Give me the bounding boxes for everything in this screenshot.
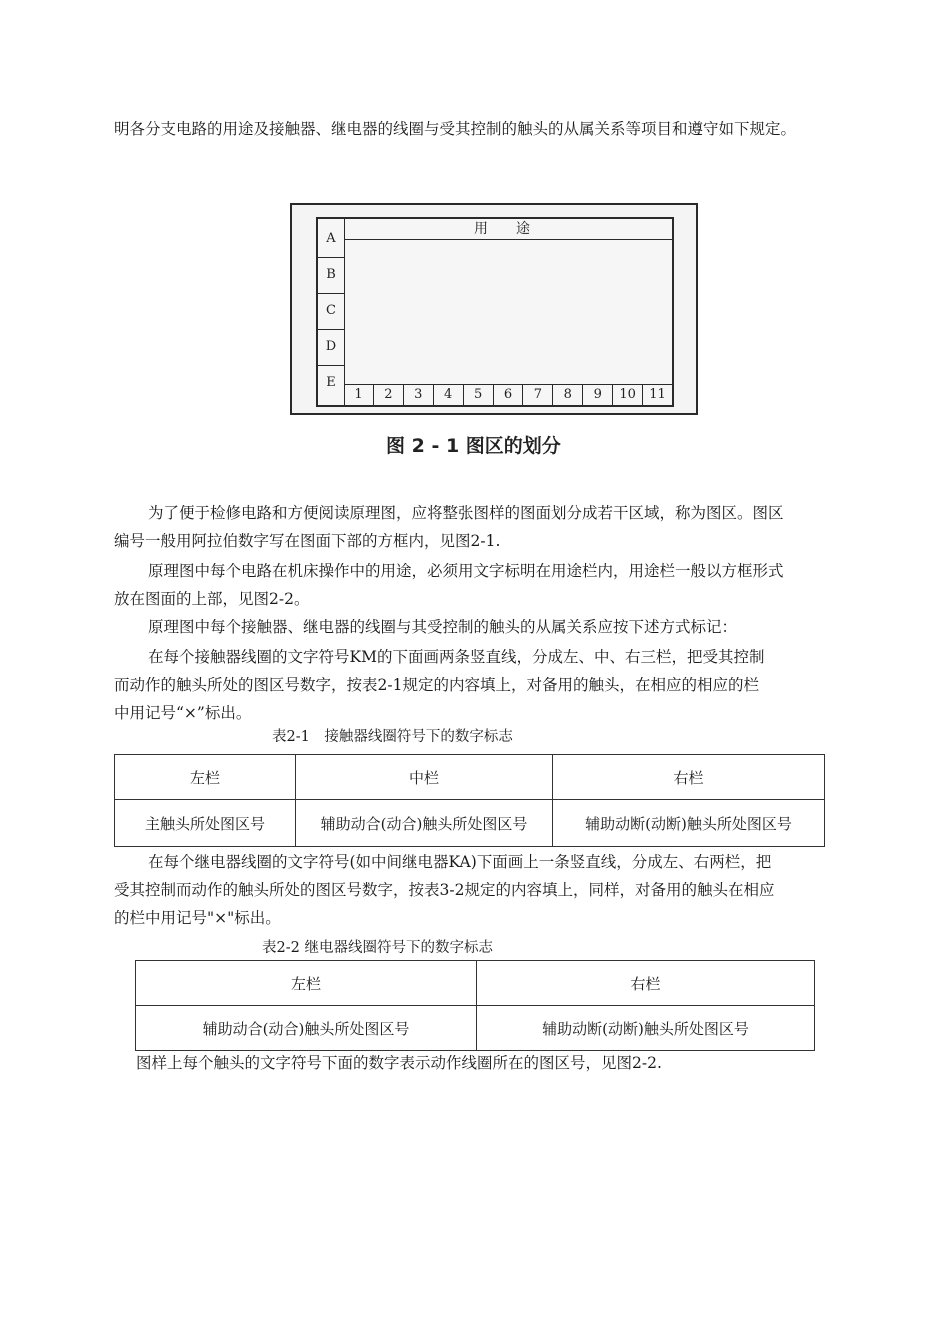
usage-header-label: 用 途 — [474, 221, 530, 237]
usage-header — [344, 219, 672, 240]
zone-number: 8 — [553, 385, 583, 405]
figure-caption: 图 2 - 1 图区的划分 — [386, 435, 561, 457]
zone-division-figure — [290, 203, 698, 415]
table-caption: 表2-2 继电器线圈符号下的数字标志 — [262, 940, 493, 956]
text-line: 原理图中每个电路在机床操作中的用途，必须用文字标明在用途栏内，用途栏一般以方框形式 — [148, 562, 784, 580]
figure-frame — [316, 217, 674, 407]
table-cell: 辅助动断(动断)触头所处图区号 — [553, 800, 825, 847]
row-label-e: E — [326, 375, 336, 390]
table-header-cell: 中栏 — [296, 755, 553, 800]
row-label-c: C — [318, 293, 344, 330]
table-header-row — [136, 961, 815, 1006]
table-header-cell: 右栏 — [477, 961, 815, 1006]
row-label-b: B — [318, 257, 344, 294]
text-line: 原理图中每个接触器、继电器的线圈与其受控制的触头的从属关系应按下述方式标记： — [148, 618, 738, 636]
zone-number: 5 — [464, 385, 494, 405]
contactor-marking-table — [114, 754, 825, 847]
zone-number: 4 — [434, 385, 464, 405]
text-line: 编号一般用阿拉伯数字写在图面下部的方框内，见图2-1. — [114, 532, 501, 550]
table-cell: 辅助动断(动断)触头所处图区号 — [477, 1006, 815, 1051]
zone-number: 6 — [494, 385, 524, 405]
row-label-d: D — [318, 329, 344, 366]
table-cell: 辅助动合(动合)触头所处图区号 — [296, 800, 553, 847]
table-row — [115, 800, 825, 847]
table-cell: 辅助动合(动合)触头所处图区号 — [136, 1006, 477, 1051]
row-label-a: A — [318, 221, 344, 258]
text-line: 明各分支电路的用途及接触器、继电器的线圈与受其控制的触头的从属关系等项目和遵守如下规定。 — [114, 120, 797, 138]
text-line: 在每个继电器线圈的文字符号(如中间继电器KA)下面画上一条竖直线，分成左、右两栏，把 — [148, 853, 772, 871]
text-line: 为了便于检修电路和方便阅读原理图，应将整张图样的图面划分成若干区域，称为图区。图区 — [148, 504, 784, 522]
zone-number-row — [344, 384, 672, 405]
table-header-cell: 左栏 — [115, 755, 296, 800]
zone-number: 7 — [523, 385, 553, 405]
text-line: 放在图面的上部，见图2-2。 — [114, 590, 310, 608]
text-line: 在每个接触器线圈的文字符号KM的下面画两条竖直线，分成左、中、右三栏，把受其控制 — [148, 648, 765, 666]
table-header-row — [115, 755, 825, 800]
zone-number: 1 — [344, 385, 374, 405]
table-row — [136, 1006, 815, 1051]
table-header-cell: 左栏 — [136, 961, 477, 1006]
table-caption: 表2-1 接触器线圈符号下的数字标志 — [272, 729, 513, 745]
zone-number: 3 — [404, 385, 434, 405]
table-header-cell: 右栏 — [553, 755, 825, 800]
text-line: 而动作的触头所处的图区号数字，按表2-1规定的内容填上，对备用的触头，在相应的相应的栏 — [114, 676, 759, 694]
row-label-column — [318, 219, 345, 405]
zone-number: 9 — [583, 385, 613, 405]
text-line: 受其控制而动作的触头所处的图区号数字，按表3-2规定的内容填上，同样，对备用的触头在相应 — [114, 881, 775, 899]
table-cell: 主触头所处图区号 — [115, 800, 296, 847]
zone-number: 2 — [374, 385, 404, 405]
text-line: 中用记号“×”标出。 — [114, 704, 252, 722]
relay-marking-table — [135, 960, 815, 1051]
zone-number: 10 — [613, 385, 643, 405]
text-line: 图样上每个触头的文字符号下面的数字表示动作线圈所在的图区号，见图2-2. — [136, 1054, 662, 1072]
zone-number: 11 — [649, 387, 666, 402]
text-line: 的栏中用记号"×"标出。 — [114, 909, 281, 927]
